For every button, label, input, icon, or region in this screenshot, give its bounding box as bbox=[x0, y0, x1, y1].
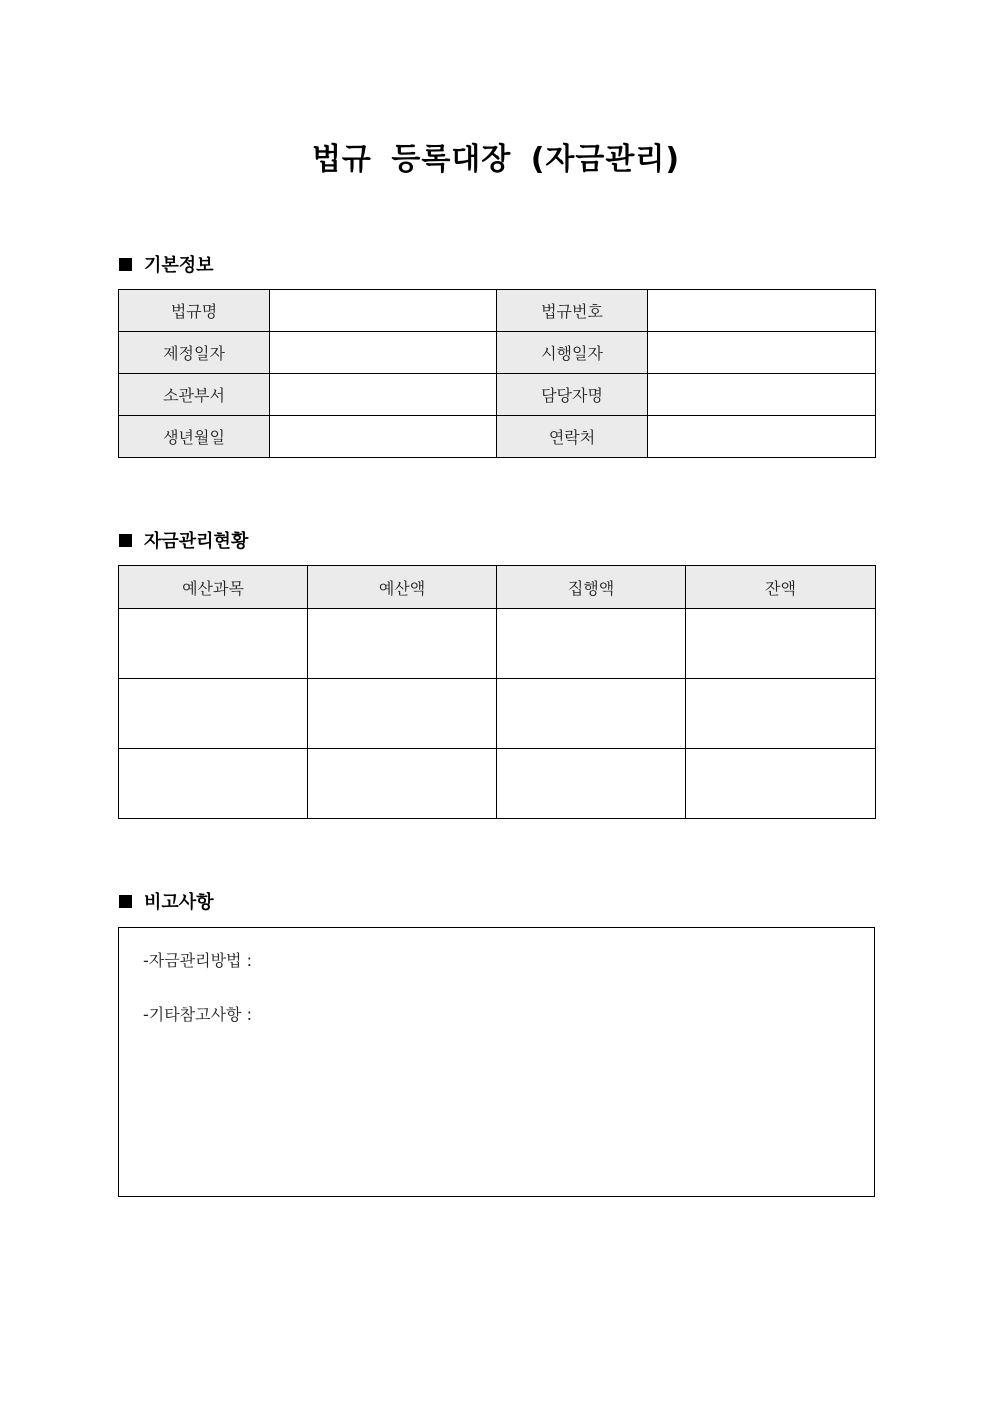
square-bullet-icon bbox=[119, 534, 132, 547]
contact-field[interactable] bbox=[648, 416, 876, 458]
law-name-field[interactable] bbox=[270, 290, 497, 332]
square-bullet-icon bbox=[119, 895, 132, 908]
table-row bbox=[119, 416, 876, 458]
label-enactment-date: 제정일자 bbox=[119, 332, 270, 374]
table-row bbox=[119, 749, 876, 819]
header-budget-item: 예산과목 bbox=[119, 566, 308, 609]
executed-amount-cell[interactable] bbox=[497, 679, 686, 749]
executed-amount-cell[interactable] bbox=[497, 609, 686, 679]
effective-date-field[interactable] bbox=[648, 332, 876, 374]
section-heading-fund-status bbox=[119, 528, 248, 552]
budget-amount-cell[interactable] bbox=[308, 749, 497, 819]
budget-amount-cell[interactable] bbox=[308, 679, 497, 749]
label-department: 소관부서 bbox=[119, 374, 270, 416]
header-budget-amount: 예산액 bbox=[308, 566, 497, 609]
table-row bbox=[119, 609, 876, 679]
enactment-date-field[interactable] bbox=[270, 332, 497, 374]
budget-item-cell[interactable] bbox=[119, 749, 308, 819]
budget-item-cell[interactable] bbox=[119, 679, 308, 749]
balance-cell[interactable] bbox=[686, 679, 876, 749]
header-executed-amount: 집행액 bbox=[497, 566, 686, 609]
section-heading-label: 기본정보 bbox=[144, 255, 214, 276]
remark-fund-method: -자금관리방법 : bbox=[143, 951, 252, 970]
section-heading-basic-info bbox=[119, 252, 214, 276]
table-row bbox=[119, 374, 876, 416]
manager-name-field[interactable] bbox=[648, 374, 876, 416]
square-bullet-icon bbox=[119, 258, 132, 271]
section-heading-label: 자금관리현황 bbox=[144, 531, 249, 552]
table-row bbox=[119, 290, 876, 332]
budget-item-cell[interactable] bbox=[119, 609, 308, 679]
label-manager-name: 담당자명 bbox=[497, 374, 648, 416]
budget-amount-cell[interactable] bbox=[308, 609, 497, 679]
department-field[interactable] bbox=[270, 374, 497, 416]
label-law-number: 법규번호 bbox=[497, 290, 648, 332]
remark-other-notes: -기타참고사항 : bbox=[143, 1005, 252, 1024]
label-birth-date: 생년월일 bbox=[119, 416, 270, 458]
table-header-row bbox=[119, 566, 876, 609]
balance-cell[interactable] bbox=[686, 749, 876, 819]
birth-date-field[interactable] bbox=[270, 416, 497, 458]
table-row bbox=[119, 332, 876, 374]
balance-cell[interactable] bbox=[686, 609, 876, 679]
law-number-field[interactable] bbox=[648, 290, 876, 332]
section-heading-label: 비고사항 bbox=[144, 892, 214, 913]
page-title: 법규 등록대장 (자금관리) bbox=[311, 142, 681, 177]
section-heading-remarks bbox=[119, 889, 214, 913]
label-contact: 연락처 bbox=[497, 416, 648, 458]
label-law-name: 법규명 bbox=[119, 290, 270, 332]
fund-status-table bbox=[118, 565, 876, 819]
basic-info-table bbox=[118, 289, 876, 458]
table-row bbox=[119, 679, 876, 749]
executed-amount-cell[interactable] bbox=[497, 749, 686, 819]
remarks-box[interactable] bbox=[118, 927, 875, 1197]
header-balance: 잔액 bbox=[686, 566, 876, 609]
label-effective-date: 시행일자 bbox=[497, 332, 648, 374]
